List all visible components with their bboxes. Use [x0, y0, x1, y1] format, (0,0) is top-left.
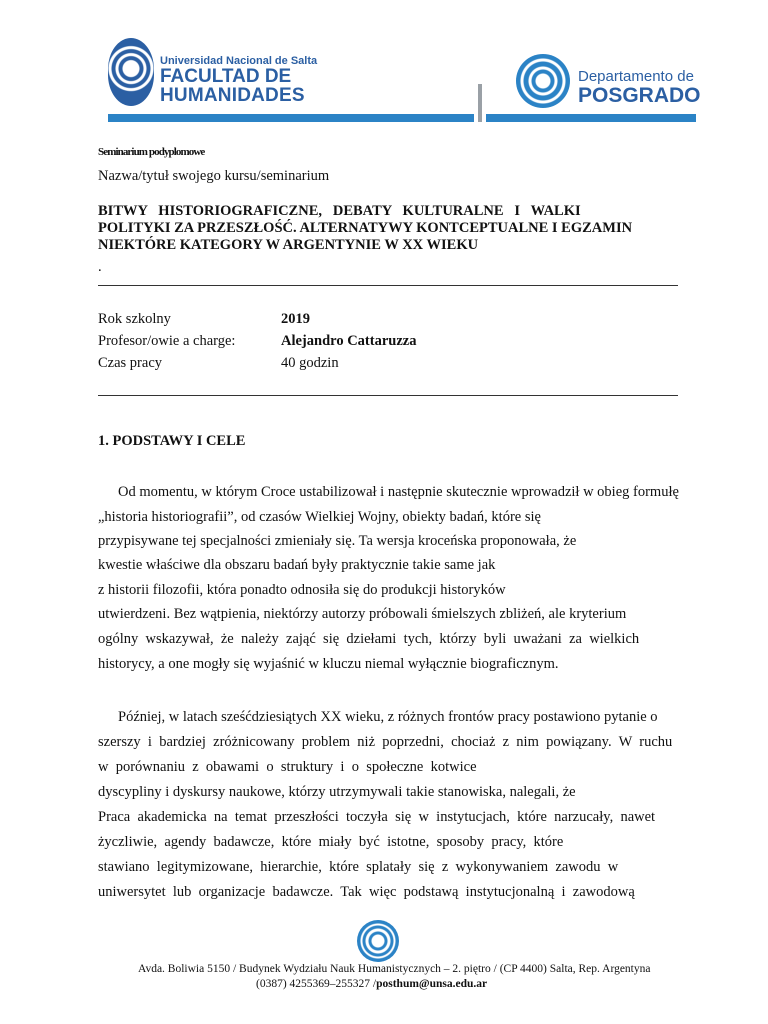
section-heading: 1. PODSTAWY I CELE [98, 433, 246, 449]
paragraph-line: historycy, a one mogły się wyjaśnić w kluczu niemal wyłącznie biograficznym. [98, 656, 559, 672]
paragraph-line: stawiano legitymizowane, hierarchie, które splatały się z wykonywaniem zawodu w [98, 859, 619, 875]
faculty-name-line2: HUMANIDADES [160, 85, 305, 106]
course-title-line: NIEKTÓRE KATEGORY W ARGENTYNIE W XX WIEKU [98, 237, 479, 253]
paragraph-line: Od momentu, w którym Croce ustabilizował i następnie skutecznie wprowadził w obieg formułę [118, 484, 679, 500]
duration-value: 40 godzin [281, 355, 339, 371]
footer-phone: (0387) 4255369–255327 / [256, 978, 377, 990]
universidad-seal-logo [108, 38, 154, 106]
faculty-name-line1: FACULTAD DE [160, 66, 292, 87]
paragraph-line: dyscypliny i dyskursy naukowe, którzy utrzymywali takie stanowiska, nalegali, że [98, 784, 576, 800]
professor-label: Profesor/owie a charge: [98, 333, 236, 349]
paragraph-line: ogólny wskazywał, że należy zająć się dziełami tych, którzy byli uważani za wielkich [98, 631, 640, 647]
department-name-line2: POSGRADO [578, 84, 701, 107]
footer-address: Avda. Boliwia 5150 / Budynek Wydziału Nauk Humanistycznych – 2. piętro / (CP 4400) Salta, Rep. Argentyna [138, 963, 651, 975]
course-title-line: POLITYKI ZA PRZESZŁOŚĆ. ALTERNATYWY KONTCEPTUALNE I EGZAMIN [98, 220, 633, 236]
duration-label: Czas pracy [98, 355, 163, 371]
year-label: Rok szkolny [98, 311, 171, 327]
footer-contact [256, 977, 487, 991]
posgrado-seal-logo [516, 54, 570, 108]
footer-seal-logo [357, 920, 399, 962]
course-title-line: BITWY HISTORIOGRAFICZNE, DEBATY KULTURALNE I WALKI [98, 203, 581, 219]
paragraph-line: kwestie właściwe dla obszaru badań były praktycznie takie same jak [98, 557, 496, 573]
paragraph-line: w porównaniu z obawami o struktury i o społeczne kotwice [98, 759, 477, 775]
paragraph-line: szerszy i bardziej zróżnicowany problem niż poprzedni, chociaż z nim powiązany. W ruchu [98, 734, 673, 750]
header-accent-bar-right [486, 114, 696, 122]
professor-value: Alejandro Cattaruzza [281, 333, 417, 349]
paragraph-line: życzliwie, agendy badawcze, które miały być istotne, sposoby pracy, które [98, 834, 564, 850]
divider-top [98, 285, 678, 286]
header-divider [478, 84, 482, 122]
seminar-type: Seminarium podyplomowe [98, 146, 205, 158]
divider-bottom [98, 395, 678, 396]
paragraph-line: z historii filozofii, która ponadto odnosiła się do produkcji historyków [98, 582, 506, 598]
university-name: Universidad Nacional de Salta [160, 55, 318, 67]
paragraph-line: utwierdzeni. Bez wątpienia, niektórzy autorzy próbowali śmielszych zbliżeń, ale kryterium [98, 606, 627, 622]
header-accent-bar-left [108, 114, 474, 122]
paragraph-line: Później, w latach sześćdziesiątych XX wieku, z różnych frontów pracy postawiono pytanie o [118, 709, 658, 725]
year-value: 2019 [281, 311, 310, 327]
paragraph-line: uniwersytet lub organizacje badawcze. Tak więc podstawą instytucjonalną i zawodową [98, 884, 635, 900]
paragraph-line: Praca akademicka na temat przeszłości toczyła się w instytucjach, które narzucały, nawet [98, 809, 656, 825]
department-name-line1: Departamento de [578, 68, 694, 85]
paragraph-line: przypisywane tej specjalności zmieniały się. Ta wersja kroceńska proponowała, że [98, 533, 577, 549]
course-name-label: Nazwa/tytuł swojego kursu/seminarium [98, 168, 330, 184]
title-dot: . [98, 259, 102, 275]
footer-email-link[interactable]: posthum@unsa.edu.ar [376, 978, 488, 990]
paragraph-line: „historia historiografii”, od czasów Wielkiej Wojny, obiekty badań, które się [98, 509, 541, 525]
